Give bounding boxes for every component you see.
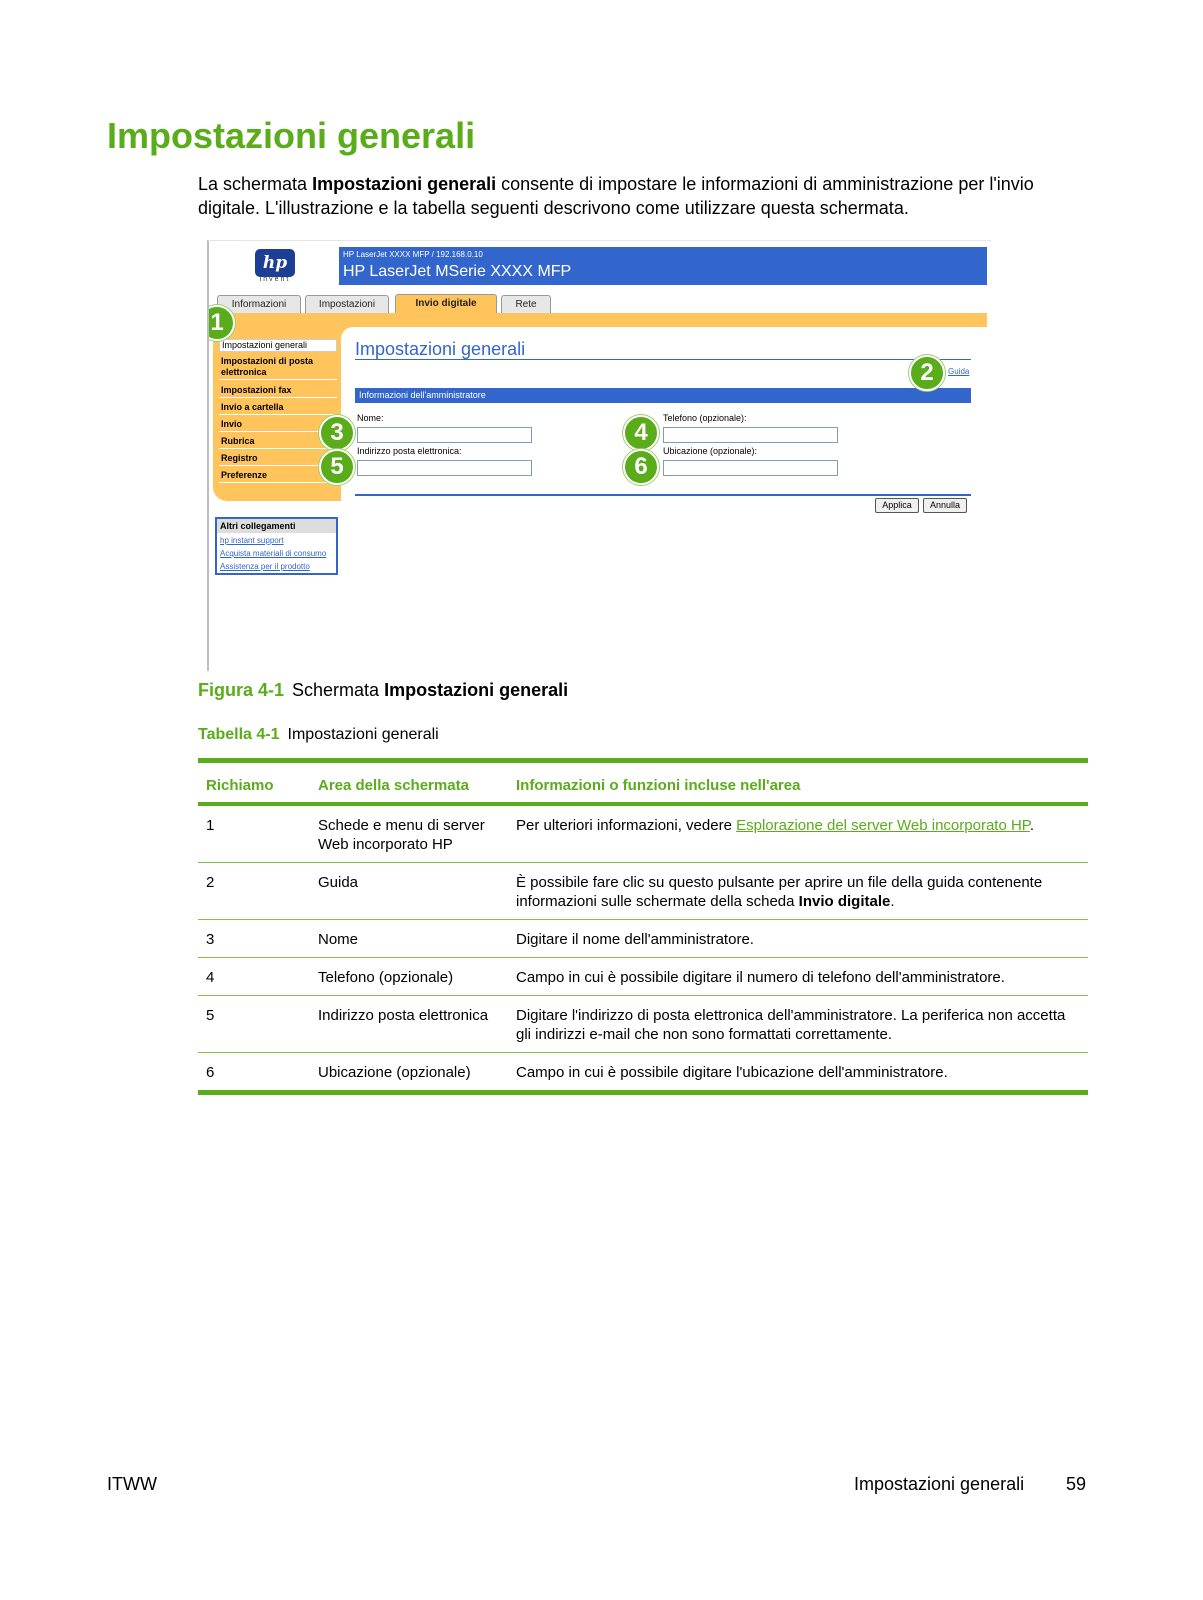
row-info: Campo in cui è possibile digitare il numero di telefono dell'amministratore. bbox=[508, 958, 1088, 996]
altri-collegamenti-title: Altri collegamenti bbox=[217, 519, 336, 533]
row-num: 5 bbox=[198, 996, 310, 1053]
nav-rubrica[interactable]: Rubrica bbox=[219, 436, 337, 449]
content-rule bbox=[355, 359, 971, 360]
nav-invio-cartella[interactable]: Invio a cartella bbox=[219, 402, 337, 415]
row-num: 3 bbox=[198, 920, 310, 958]
hp-invent-text: invent bbox=[259, 276, 291, 283]
page-title: Impostazioni generali bbox=[107, 115, 476, 156]
link-acquista-materiali[interactable]: Acquista materiali di consumo bbox=[220, 549, 327, 558]
email-input[interactable] bbox=[357, 460, 532, 476]
header-area: Area della schermata bbox=[310, 761, 508, 805]
header-info: Informazioni o funzioni incluse nell'area bbox=[508, 761, 1088, 805]
esplorazione-link[interactable]: Esplorazione del server Web incorporato HP bbox=[736, 817, 1030, 834]
row-info: È possibile fare clic su questo pulsante per aprire un file della guida contenente informazioni sulle schermate della scheda Invio digitale. bbox=[508, 863, 1088, 920]
footer-section-title: Impostazioni generali bbox=[854, 1474, 1025, 1494]
ubicazione-label: Ubicazione (opzionale): bbox=[663, 446, 758, 456]
row-area: Indirizzo posta elettronica bbox=[310, 996, 508, 1053]
table-row bbox=[198, 920, 1088, 958]
table-row bbox=[198, 863, 1088, 920]
form-bottom-rule bbox=[355, 494, 971, 496]
row-area: Nome bbox=[310, 920, 508, 958]
section-bar: Informazioni dell'amministratore bbox=[355, 388, 971, 403]
nav-impostazioni-posta[interactable]: Impostazioni di posta elettronica bbox=[219, 356, 337, 380]
tab-bar bbox=[209, 313, 987, 327]
nav-registro[interactable]: Registro bbox=[219, 453, 337, 466]
telefono-label: Telefono (opzionale): bbox=[663, 413, 747, 423]
callout-2: 2 bbox=[909, 355, 945, 391]
nav-impostazioni-generali[interactable]: Impostazioni generali bbox=[219, 339, 337, 352]
row-num: 6 bbox=[198, 1053, 310, 1093]
nome-label: Nome: bbox=[357, 413, 384, 423]
table-row bbox=[198, 996, 1088, 1053]
row-num: 4 bbox=[198, 958, 310, 996]
link-assistenza-prodotto[interactable]: Assistenza per il prodotto bbox=[220, 562, 310, 571]
ews-screenshot bbox=[207, 240, 991, 671]
row-info: Per ulteriori informazioni, vedere Esplorazione del server Web incorporato HP. bbox=[508, 804, 1088, 863]
settings-table bbox=[198, 758, 1088, 1095]
header-richiamo: Richiamo bbox=[198, 761, 310, 805]
row-num: 1 bbox=[198, 804, 310, 863]
ews-content-title: Impostazioni generali bbox=[355, 339, 526, 359]
nav-impostazioni-fax[interactable]: Impostazioni fax bbox=[219, 385, 337, 398]
row-area: Telefono (opzionale) bbox=[310, 958, 508, 996]
row-num: 2 bbox=[198, 863, 310, 920]
row-area: Schede e menu di server Web incorporato HP bbox=[310, 804, 508, 863]
tab-informazioni[interactable]: Informazioni bbox=[217, 295, 301, 313]
table-header-row bbox=[198, 761, 1088, 805]
applica-button[interactable]: Applica bbox=[875, 498, 919, 513]
row-info: Campo in cui è possibile digitare l'ubicazione dell'amministratore. bbox=[508, 1053, 1088, 1093]
ubicazione-input[interactable] bbox=[663, 460, 838, 476]
intro-paragraph: La schermata Impostazioni generali consente di impostare le informazioni di amministrazione per l'invio digitale. L'illustrazione e la tabella seguenti descrivono come utilizzare questa schermata. bbox=[198, 174, 1034, 218]
callout-6: 6 bbox=[623, 449, 659, 485]
tab-impostazioni[interactable]: Impostazioni bbox=[305, 295, 389, 313]
table-row bbox=[198, 1053, 1088, 1093]
nome-input[interactable] bbox=[357, 427, 532, 443]
callout-3: 3 bbox=[319, 415, 355, 451]
table-caption: Tabella 4-1 Impostazioni generali bbox=[198, 726, 439, 743]
nav-invio[interactable]: Invio bbox=[219, 419, 337, 432]
annulla-button[interactable]: Annulla bbox=[923, 498, 967, 513]
callout-4: 4 bbox=[623, 415, 659, 451]
row-info: Digitare l'indirizzo di posta elettronica dell'amministratore. La periferica non accetta gli indirizzi e-mail che non sono formattati correttamente. bbox=[508, 996, 1088, 1053]
altri-collegamenti-box bbox=[215, 517, 338, 575]
row-area: Guida bbox=[310, 863, 508, 920]
table-row bbox=[198, 804, 1088, 863]
tab-invio-digitale[interactable]: Invio digitale bbox=[395, 294, 497, 313]
hp-logo: hp bbox=[255, 249, 295, 277]
guida-link[interactable]: Guida bbox=[948, 367, 970, 376]
callout-5: 5 bbox=[319, 449, 355, 485]
table-row bbox=[198, 958, 1088, 996]
row-info: Digitare il nome dell'amministratore. bbox=[508, 920, 1088, 958]
ews-header bbox=[339, 247, 987, 285]
ews-header-title: HP LaserJet MSerie XXXX MFP bbox=[343, 263, 572, 280]
email-label: Indirizzo posta elettronica: bbox=[357, 446, 462, 456]
footer-left: ITWW bbox=[107, 1474, 157, 1494]
row-area: Ubicazione (opzionale) bbox=[310, 1053, 508, 1093]
page-number: 59 bbox=[1066, 1474, 1087, 1494]
telefono-input[interactable] bbox=[663, 427, 838, 443]
callout-1: 1 bbox=[207, 305, 235, 341]
ews-header-sub: HP LaserJet XXXX MFP / 192.168.0.10 bbox=[343, 250, 483, 259]
tab-rete[interactable]: Rete bbox=[501, 295, 551, 313]
link-hp-instant-support[interactable]: hp instant support bbox=[220, 536, 284, 545]
figure-caption: Figura 4-1 Schermata Impostazioni generali bbox=[198, 680, 569, 700]
nav-preferenze[interactable]: Preferenze bbox=[219, 470, 337, 483]
